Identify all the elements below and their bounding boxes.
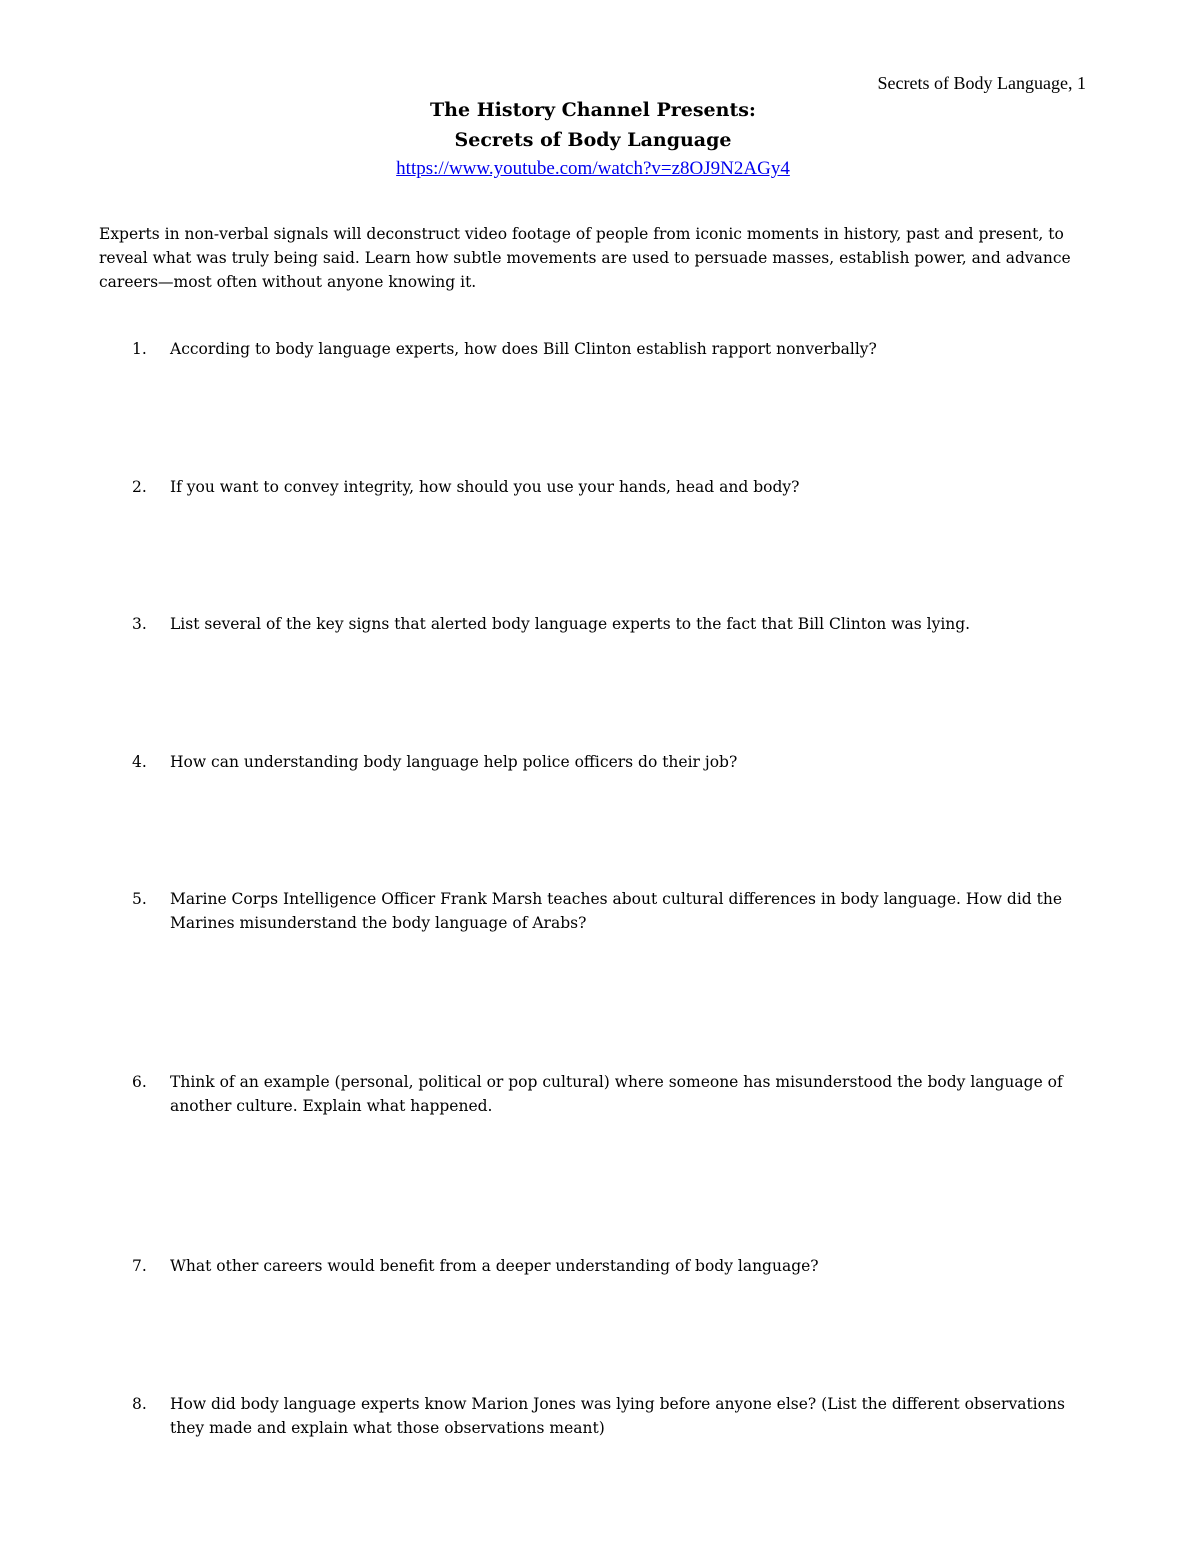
question-number: 5. — [132, 890, 147, 908]
title-line-2: Secrets of Body Language — [454, 129, 732, 151]
question-text: Think of an example (personal, political or pop cultural) where someone has misunderstood the body language of another culture. Explain what happened. — [170, 1073, 1063, 1115]
question-text: How can understanding body language help police officers do their job? — [170, 753, 738, 771]
question-item — [132, 887, 1097, 935]
running-header: Secrets of Body Language, 1 — [877, 73, 1086, 93]
question-text: If you want to convey integrity, how should you use your hands, head and body? — [170, 478, 800, 496]
question-number: 4. — [132, 753, 147, 771]
video-link[interactable]: https://www.youtube.com/watch?v=z8OJ9N2AGy4 — [396, 158, 790, 179]
question-item — [132, 612, 1097, 636]
question-number: 3. — [132, 615, 147, 633]
title-block — [0, 95, 1186, 181]
question-text: According to body language experts, how does Bill Clinton establish rapport nonverbally? — [170, 340, 877, 358]
question-item — [132, 475, 1097, 499]
question-item — [132, 750, 1097, 774]
question-number: 6. — [132, 1073, 147, 1091]
title-line-1: The History Channel Presents: — [430, 99, 756, 121]
question-number: 7. — [132, 1257, 147, 1275]
question-item — [132, 1070, 1097, 1118]
question-text: What other careers would benefit from a deeper understanding of body language? — [170, 1257, 819, 1275]
question-number: 1. — [132, 340, 147, 358]
question-item — [132, 1392, 1097, 1440]
question-number: 2. — [132, 478, 147, 496]
question-number: 8. — [132, 1395, 147, 1413]
question-text: Marine Corps Intelligence Officer Frank Marsh teaches about cultural differences in body language. How did the Marines misunderstand the body language of Arabs? — [170, 890, 1063, 932]
question-text: How did body language experts know Marion Jones was lying before anyone else? (List the different observations they made and explain what those observations meant) — [170, 1395, 1065, 1437]
question-text: List several of the key signs that alerted body language experts to the fact that Bill Clinton was lying. — [170, 615, 971, 633]
question-item — [132, 337, 1097, 361]
question-item — [132, 1254, 1097, 1278]
intro-paragraph: Experts in non-verbal signals will deconstruct video footage of people from iconic moments in history, past and present, to reveal what was truly being said. Learn how subtle movements are used to persuade masses, establish power, and advance careers—most often without anyone knowing it. — [99, 225, 1071, 291]
